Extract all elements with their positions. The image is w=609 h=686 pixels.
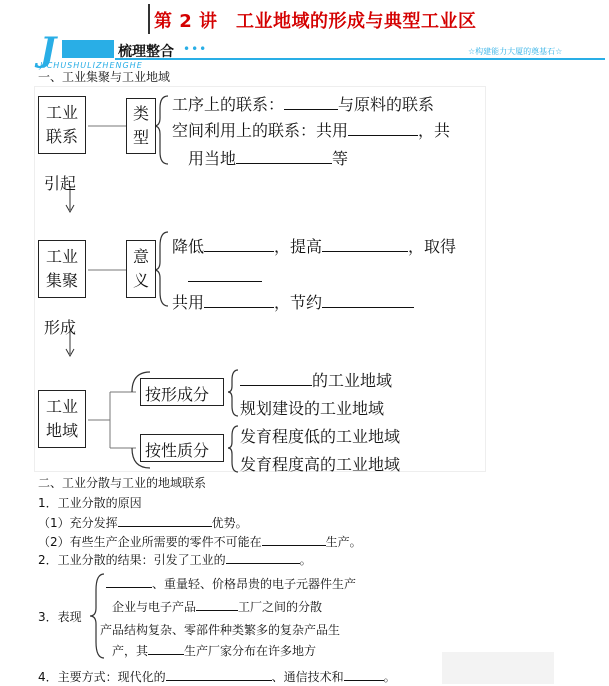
type-line-1-a: 工序上的联系： bbox=[172, 95, 285, 114]
q1-1-b: 优势。 bbox=[211, 516, 248, 530]
meaning-line-2-b: ，节约 bbox=[274, 293, 323, 312]
type-line-2-a: 空间利用上的联系：共用 bbox=[172, 121, 349, 140]
blank[interactable] bbox=[166, 668, 272, 681]
blank[interactable] bbox=[322, 236, 408, 252]
node-agglomeration: 工业集聚 bbox=[38, 240, 86, 298]
q3-line-2-b: 工厂之间的分散 bbox=[238, 600, 323, 614]
blank[interactable] bbox=[226, 551, 300, 564]
q4-c: 。 bbox=[383, 670, 396, 684]
q3-label: 3．表现 bbox=[38, 610, 82, 624]
banner-title: 梳理整合 bbox=[118, 44, 174, 60]
node-by-formation: 按形成分 bbox=[140, 378, 224, 406]
q3-line-1-a: 、重量轻、价格昂贵的电子元器件生产 bbox=[152, 577, 357, 591]
blank[interactable] bbox=[348, 120, 418, 136]
nature-line-2: 发育程度高的工业地域 bbox=[240, 455, 401, 474]
q1-2-a: （2）有些生产企业所需要的零件不可能在 bbox=[38, 535, 262, 549]
type-line-1 bbox=[172, 92, 434, 115]
node-type: 类型 bbox=[126, 98, 156, 154]
q3-line-2 bbox=[112, 598, 322, 615]
q3-line-2-a: 企业与电子产品 bbox=[112, 600, 197, 614]
nature-line-1: 发育程度低的工业地域 bbox=[240, 427, 401, 446]
meaning-line-1-cont bbox=[188, 266, 262, 286]
blank[interactable] bbox=[284, 94, 338, 110]
banner-logo-j: J bbox=[40, 30, 57, 70]
q2 bbox=[38, 551, 312, 568]
meaning-line-1-a: 降低 bbox=[172, 237, 205, 256]
q2-a: 2．工业分散的结果：引发了工业的 bbox=[38, 553, 226, 567]
q1-1 bbox=[38, 514, 248, 531]
formation-line-1 bbox=[240, 368, 392, 391]
meaning-line-1 bbox=[172, 234, 456, 257]
meaning-line-2 bbox=[172, 290, 414, 313]
blank[interactable] bbox=[344, 668, 384, 681]
node-meaning: 意义 bbox=[126, 240, 156, 298]
blank[interactable] bbox=[204, 236, 274, 252]
q4-a: 4．主要方式：现代化的 bbox=[38, 670, 166, 684]
q3-line-4-b: 生产厂家分布在许多地方 bbox=[184, 644, 317, 658]
type-line-2-b: ，共 bbox=[418, 121, 451, 140]
blank[interactable] bbox=[196, 598, 238, 611]
q3-line-4-a: 产，其 bbox=[112, 644, 149, 658]
banner-slogan: ☆构建能力大厦的奠基石☆ bbox=[468, 47, 563, 56]
type-line-2 bbox=[172, 118, 450, 141]
banner-dots: ••• bbox=[183, 42, 208, 56]
blank[interactable] bbox=[236, 148, 332, 164]
blank[interactable] bbox=[106, 575, 152, 588]
q4 bbox=[38, 668, 396, 685]
q3-line-1 bbox=[106, 575, 356, 592]
arrow-label-cause: 引起 bbox=[44, 174, 77, 193]
q1-2 bbox=[38, 533, 362, 550]
arrow-label-form: 形成 bbox=[44, 318, 77, 337]
meaning-line-1-c: ，取得 bbox=[408, 237, 457, 256]
node-industry-link: 工业联系 bbox=[38, 96, 86, 154]
section1-heading: 一、工业集聚与工业地域 bbox=[38, 70, 171, 84]
q1: 1．工业分散的原因 bbox=[38, 496, 142, 510]
q1-2-b: 生产。 bbox=[325, 535, 362, 549]
q4-b: 、通信技术和 bbox=[271, 670, 344, 684]
banner-pinyin: JICHUSHULIZHENGHE bbox=[40, 61, 143, 70]
node-region: 工业地域 bbox=[38, 390, 86, 448]
page-title: 第 2 讲 工业地域的形成与典型工业区 bbox=[154, 11, 477, 32]
blank[interactable] bbox=[262, 533, 326, 546]
section2-heading: 二、工业分散与工业的地域联系 bbox=[38, 476, 207, 490]
q3-line-4 bbox=[112, 642, 316, 659]
blank[interactable] bbox=[322, 292, 414, 308]
formation-line-2: 规划建设的工业地域 bbox=[240, 399, 385, 418]
type-line-3-b: 等 bbox=[332, 149, 349, 168]
q1-1-a: （1）充分发挥 bbox=[38, 516, 118, 530]
blank[interactable] bbox=[204, 292, 274, 308]
blank[interactable] bbox=[188, 266, 262, 282]
node-by-nature: 按性质分 bbox=[140, 434, 224, 462]
watermark-block bbox=[442, 652, 554, 684]
meaning-line-1-b: ，提高 bbox=[274, 237, 323, 256]
formation-line-1-a: 的工业地域 bbox=[312, 371, 393, 390]
q3-line-3: 产品结构复杂、零部件种类繁多的复杂产品生 bbox=[100, 623, 341, 637]
meaning-line-2-a: 共用 bbox=[172, 293, 205, 312]
type-line-3 bbox=[188, 146, 348, 169]
q2-b: 。 bbox=[299, 553, 312, 567]
type-line-1-b: 与原料的联系 bbox=[338, 95, 435, 114]
blank[interactable] bbox=[118, 514, 212, 527]
type-line-3-a: 用当地 bbox=[188, 149, 237, 168]
blank[interactable] bbox=[240, 370, 312, 386]
blank[interactable] bbox=[148, 642, 184, 655]
